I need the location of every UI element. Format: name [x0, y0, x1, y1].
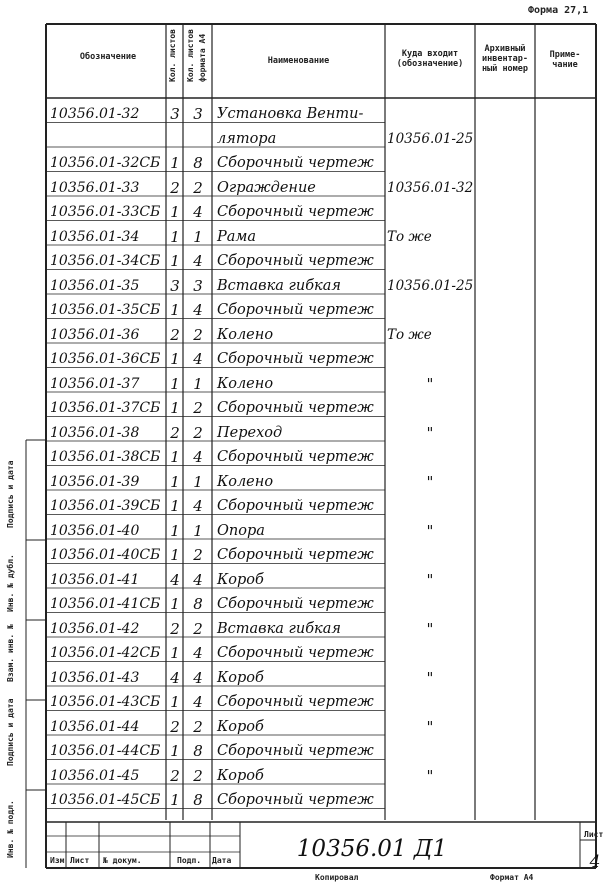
- row-sheet-count: 2: [170, 325, 180, 344]
- row-name: Колено: [217, 375, 274, 392]
- row-name: Сборочный чертеж: [217, 155, 374, 171]
- row-designation: 10356.01-42СБ: [50, 645, 161, 661]
- row-designation: 10356.01-34: [50, 228, 140, 245]
- row-sheet-count: 1: [170, 448, 180, 466]
- row-format: 4: [193, 252, 203, 270]
- row-name: Сборочный чертеж: [217, 645, 374, 661]
- row-sheet-count: 2: [170, 619, 180, 638]
- document-code: 10356.01 Д1: [296, 836, 448, 862]
- row-name: Сборочный чертеж: [217, 302, 374, 318]
- row-format: 8: [193, 595, 203, 613]
- footer-copied: Копировал: [315, 873, 359, 882]
- row-designation: 10356.01-37СБ: [50, 400, 161, 416]
- row-name: Сборочный чертеж: [217, 743, 374, 759]
- row-format: 4: [193, 350, 203, 368]
- row-designation: 10356.01-39: [50, 473, 140, 490]
- row-format: 4: [193, 448, 203, 466]
- row-designation: 10356.01-43СБ: [50, 694, 161, 710]
- side-label-sign-date-top: Подпись и дата: [6, 460, 15, 528]
- row-format: 8: [193, 791, 203, 809]
- side-label-inv-podl: Инв. № подл.: [6, 800, 15, 858]
- row-destination: То же: [387, 326, 432, 343]
- row-destination: [387, 690, 473, 714]
- row-format: 1: [193, 227, 203, 246]
- row-name: Колено: [217, 473, 274, 490]
- row-format: 2: [193, 619, 203, 638]
- row-name: Вставка гибкая: [217, 620, 341, 637]
- row-format: 4: [193, 668, 203, 687]
- row-sheet-count: 1: [170, 742, 180, 760]
- row-sheet-count: 1: [170, 595, 180, 613]
- row-name: Сборочный чертеж: [217, 792, 374, 808]
- title-col-sign: Подп.: [177, 856, 202, 865]
- row-destination: 10356.01-25: [387, 277, 474, 294]
- row-destination: [387, 249, 473, 273]
- row-destination: [387, 151, 473, 175]
- row-destination: ": [426, 668, 434, 687]
- row-designation: 10356.01-43: [50, 669, 140, 686]
- row-designation: 10356.01-33СБ: [50, 204, 161, 220]
- row-format: 2: [193, 766, 203, 785]
- side-label-inv-dubl: Инв. № дубл.: [6, 554, 15, 612]
- row-format: 4: [193, 693, 203, 711]
- sheet-label: Лист: [584, 830, 604, 839]
- row-destination: ": [426, 423, 434, 442]
- row-name: Установка Венти-: [217, 106, 364, 122]
- row-designation: 10356.01-40СБ: [50, 547, 161, 563]
- header-name: Наименование: [267, 56, 330, 66]
- row-designation: 10356.01-42: [50, 620, 140, 637]
- row-destination: 10356.01-25: [387, 130, 474, 147]
- row-destination: [387, 543, 473, 567]
- row-destination: [387, 298, 473, 322]
- row-designation: 10356.01-36: [50, 326, 140, 343]
- row-destination: [387, 592, 473, 616]
- row-destination: ": [426, 766, 434, 785]
- row-destination: ": [426, 717, 434, 736]
- row-designation: [50, 127, 166, 151]
- row-sheet-count: 1: [170, 644, 180, 662]
- row-format: 2: [193, 717, 203, 736]
- row-designation: 10356.01-32: [50, 106, 140, 122]
- row-format: 2: [193, 178, 203, 197]
- header-note: Приме- чание: [549, 50, 581, 70]
- row-sheet-count: 3: [170, 276, 180, 295]
- footer-format: Формат А4: [490, 873, 534, 882]
- header-format-line2: формата А4: [198, 33, 207, 82]
- row-format: 4: [193, 497, 203, 515]
- row-sheet-count: 2: [170, 717, 180, 736]
- title-col-doc-no: № докум.: [103, 856, 142, 865]
- row-format: 4: [193, 570, 203, 589]
- row-name: Вставка гибкая: [217, 277, 341, 294]
- row-destination: [387, 102, 473, 126]
- row-name: Опора: [217, 522, 265, 539]
- row-format: 1: [193, 374, 203, 393]
- row-sheet-count: 1: [170, 521, 180, 540]
- row-sheet-count: 1: [170, 791, 180, 809]
- row-destination: [387, 641, 473, 665]
- row-name: Короб: [217, 718, 264, 735]
- row-designation: 10356.01-34СБ: [50, 253, 161, 269]
- row-sheet-count: 1: [170, 154, 180, 172]
- row-sheet-count: 2: [170, 178, 180, 197]
- row-name: Сборочный чертеж: [217, 400, 374, 416]
- title-col-date: Дата: [212, 856, 232, 865]
- row-designation: 10356.01-38СБ: [50, 449, 161, 465]
- row-sheet-count: 3: [170, 105, 180, 123]
- row-format: 4: [193, 203, 203, 221]
- row-sheet-count: 1: [170, 374, 180, 393]
- row-designation: 10356.01-32СБ: [50, 155, 161, 171]
- row-name: Короб: [217, 669, 264, 686]
- row-name: Сборочный чертеж: [217, 547, 374, 563]
- row-sheet-count: 1: [170, 546, 180, 564]
- row-destination: То же: [387, 228, 432, 245]
- row-name: лятора: [217, 130, 277, 147]
- row-designation: 10356.01-38: [50, 424, 140, 441]
- row-designation: 10356.01-35СБ: [50, 302, 161, 318]
- title-col-list: Лист: [70, 856, 90, 865]
- row-sheet-count: 2: [170, 423, 180, 442]
- row-format: 2: [193, 325, 203, 344]
- header-designation: Обозначение: [79, 52, 137, 62]
- row-sheet-count: 1: [170, 497, 180, 515]
- row-sheet-count: 1: [170, 252, 180, 270]
- row-destination: 10356.01-32: [387, 179, 474, 196]
- row-destination: ": [426, 570, 434, 589]
- row-designation: 10356.01-39СБ: [50, 498, 161, 514]
- row-sheet-count: 1: [170, 399, 180, 417]
- row-name: Короб: [217, 571, 264, 588]
- row-destination: ": [426, 374, 434, 393]
- side-label-vzam-inv: Взам. инв. №: [6, 624, 15, 682]
- row-sheet-count: 1: [170, 227, 180, 246]
- row-name: Сборочный чертеж: [217, 351, 374, 367]
- row-name: Короб: [217, 767, 264, 784]
- row-destination: ": [426, 472, 434, 491]
- row-sheet-count: 4: [170, 570, 180, 589]
- row-name: Колено: [217, 326, 274, 343]
- sheet-number: 4: [589, 852, 601, 872]
- row-sheet-count: 2: [170, 766, 180, 785]
- row-format: 8: [193, 154, 203, 172]
- row-designation: 10356.01-36СБ: [50, 351, 161, 367]
- header-archive: Архивный инвентар- ный номер: [481, 44, 529, 74]
- row-destination: [387, 494, 473, 518]
- row-sheet-count: 1: [170, 301, 180, 319]
- row-designation: 10356.01-41СБ: [50, 596, 161, 612]
- row-sheet-count: 1: [170, 203, 180, 221]
- row-designation: 10356.01-41: [50, 571, 140, 588]
- row-format: [184, 127, 212, 151]
- row-format: 4: [193, 644, 203, 662]
- row-name: Сборочный чертеж: [217, 694, 374, 710]
- row-name: Сборочный чертеж: [217, 449, 374, 465]
- header-sheet-count: Кол. листов: [168, 29, 177, 82]
- title-col-izm: Изм: [50, 856, 65, 865]
- row-designation: 10356.01-35: [50, 277, 140, 294]
- row-format: 4: [193, 301, 203, 319]
- form-label: Форма 27,1: [528, 5, 589, 16]
- row-destination: [387, 200, 473, 224]
- row-destination: [387, 396, 473, 420]
- row-sheet-count: [168, 127, 182, 151]
- row-name: Сборочный чертеж: [217, 596, 374, 612]
- row-format: 3: [193, 105, 203, 123]
- row-name: Рама: [217, 228, 257, 245]
- row-designation: 10356.01-44: [50, 718, 140, 735]
- row-destination: [387, 788, 473, 812]
- row-format: 1: [193, 472, 203, 491]
- row-designation: 10356.01-45СБ: [50, 792, 161, 808]
- row-destination: ": [426, 521, 434, 540]
- row-sheet-count: 1: [170, 350, 180, 368]
- row-name: Переход: [217, 424, 283, 441]
- row-format: 8: [193, 742, 203, 760]
- row-name: Сборочный чертеж: [217, 204, 374, 220]
- row-format: 3: [193, 276, 203, 295]
- row-designation: 10356.01-40: [50, 522, 140, 539]
- row-format: 2: [193, 423, 203, 442]
- header-destination: Куда входит (обозначение): [396, 49, 464, 69]
- row-designation: 10356.01-37: [50, 375, 140, 392]
- row-designation: 10356.01-45: [50, 767, 140, 784]
- row-format: 2: [193, 399, 203, 417]
- row-name: Ограждение: [217, 179, 316, 196]
- row-name: Сборочный чертеж: [217, 498, 374, 514]
- row-designation: 10356.01-44СБ: [50, 743, 161, 759]
- row-destination: [387, 739, 473, 763]
- row-designation: 10356.01-33: [50, 179, 140, 196]
- row-sheet-count: 1: [170, 472, 180, 491]
- row-format: 1: [193, 521, 203, 540]
- row-name: Сборочный чертеж: [217, 253, 374, 269]
- row-format: 2: [193, 546, 203, 564]
- row-destination: [387, 445, 473, 469]
- row-destination: ": [426, 619, 434, 638]
- side-label-sign-date-bottom: Подпись и дата: [6, 698, 15, 766]
- header-format-line1: Кол. листов: [186, 29, 195, 82]
- row-sheet-count: 1: [170, 693, 180, 711]
- row-sheet-count: 4: [170, 668, 180, 687]
- row-destination: [387, 347, 473, 371]
